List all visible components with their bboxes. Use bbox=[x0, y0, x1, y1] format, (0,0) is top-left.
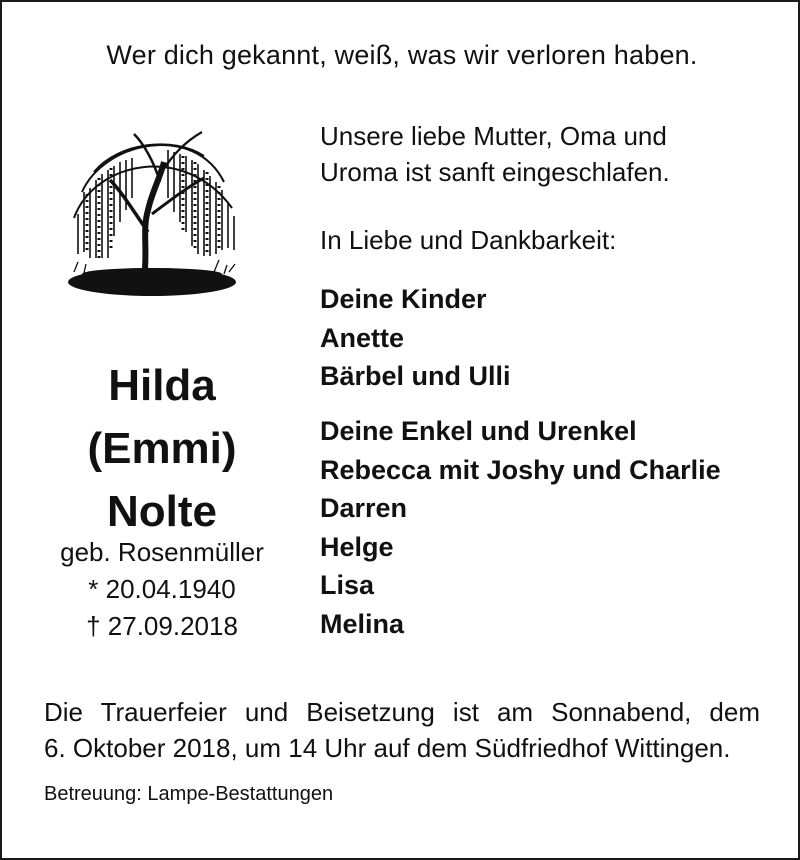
first-name: Hilda bbox=[108, 361, 216, 410]
deceased-dates bbox=[32, 534, 292, 645]
weeping-willow-icon bbox=[64, 122, 244, 312]
undertaker-credit: Betreuung: Lampe-Bestattungen bbox=[44, 783, 334, 805]
children-list bbox=[320, 280, 511, 396]
nickname: (Emmi) bbox=[87, 424, 237, 473]
family-name: Lisa bbox=[320, 570, 375, 600]
family-name: Darren bbox=[320, 493, 408, 523]
family-name: Anette bbox=[320, 322, 405, 353]
family-name: Melina bbox=[320, 608, 405, 639]
grandchildren-list bbox=[320, 412, 721, 643]
intro-line: Uroma ist sanft eingeschlafen. bbox=[320, 157, 670, 187]
maiden-name: geb. Rosenmüller bbox=[60, 537, 264, 567]
service-line: Die Trauerfeier und Beisetzung ist am Sonnabend, dem bbox=[44, 697, 760, 727]
deceased-name bbox=[32, 354, 292, 543]
intro-text bbox=[320, 118, 670, 190]
service-info bbox=[44, 694, 760, 766]
family-name: Helge bbox=[320, 531, 394, 562]
motto-text: Wer dich gekannt, weiß, was wir verloren haben. bbox=[106, 40, 698, 70]
surname: Nolte bbox=[107, 487, 217, 536]
family-name: Rebecca mit Joshy und Charlie bbox=[320, 454, 721, 485]
intro-line: Unsere liebe Mutter, Oma und bbox=[320, 121, 667, 151]
death-date: † 27.09.2018 bbox=[86, 611, 238, 641]
family-name: Deine Kinder bbox=[320, 284, 487, 314]
service-line: 6. Oktober 2018, um 14 Uhr auf dem Südfriedhof Wittingen. bbox=[44, 733, 731, 763]
family-name: Bärbel und Ulli bbox=[320, 361, 511, 391]
family-name: Deine Enkel und Urenkel bbox=[320, 416, 637, 446]
thanks-text: In Liebe und Dankbarkeit: bbox=[320, 225, 617, 255]
birth-date: * 20.04.1940 bbox=[88, 574, 236, 604]
